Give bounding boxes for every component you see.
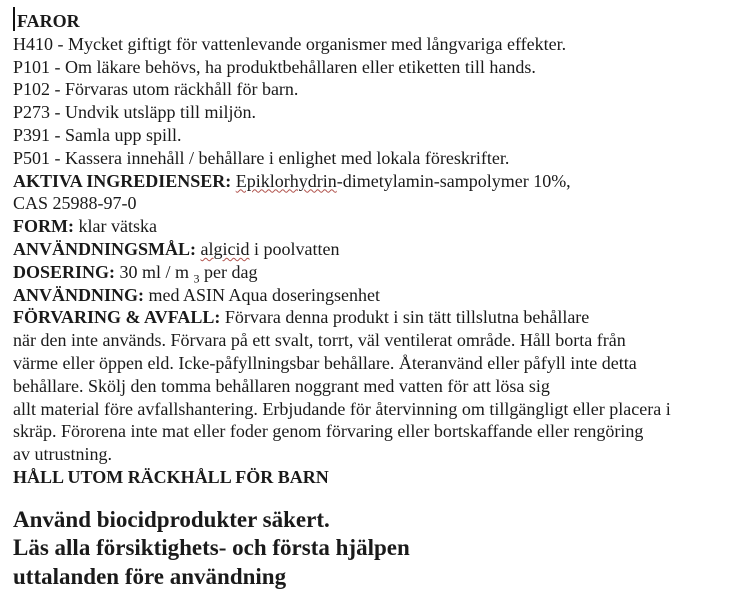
form-value: klar vätska bbox=[78, 216, 157, 237]
storage-text-line: skräp. Förorena inte mat eller foder genom förvaring eller bortskaffande eller rengöring bbox=[13, 421, 644, 442]
dosing-value-suffix: per dag bbox=[204, 261, 258, 282]
form-line bbox=[13, 215, 747, 238]
footer-line-3: uttalanden före användning bbox=[13, 563, 287, 589]
usage-value: med ASIN Aqua doseringsenhet bbox=[148, 284, 380, 305]
hazard-statement-h410: H410 - Mycket giftigt för vattenlevande organismer med långvariga effekter. bbox=[13, 33, 567, 54]
storage-text-line: när den inte används. Förvara på ett svalt, torrt, väl ventilerat område. Håll borta från bbox=[13, 330, 626, 351]
faror-heading-line bbox=[13, 7, 747, 33]
storage-text-line: behållare. Skölj den tomma behållaren noggrant med vatten för att lösa sig bbox=[13, 375, 550, 396]
hazard-statement-p391: P391 - Samla upp spill. bbox=[13, 124, 182, 145]
usage-label: ANVÄNDNING: bbox=[13, 284, 144, 305]
usage-purpose-rest: i poolvatten bbox=[253, 238, 340, 259]
dosing-value-prefix: 30 ml / m bbox=[119, 261, 190, 282]
active-ingredients-rest: -dimetylamin-sampolymer 10%, bbox=[336, 170, 571, 191]
hazard-statement-p273: P273 - Undvik utsläpp till miljön. bbox=[13, 102, 257, 123]
text-cursor bbox=[13, 7, 15, 31]
storage-label: FÖRVARING & AVFALL: bbox=[13, 307, 221, 328]
storage-first-line: Förvara denna produkt i sin tätt tillslutna behållare bbox=[224, 307, 590, 328]
usage-purpose-label: ANVÄNDNINGSMÅL: bbox=[13, 238, 196, 259]
dosing-line bbox=[13, 261, 747, 284]
misspelled-word-algicid: algicid bbox=[200, 238, 250, 259]
storage-text-line: allt material före avfallshantering. Erbjudande för återvinning om tillgängligt eller placera i bbox=[13, 398, 671, 419]
active-ingredients-label: AKTIVA INGREDIENSER: bbox=[13, 170, 232, 191]
footer-line-2: Läs alla försiktighets- och första hjälpen bbox=[13, 535, 410, 561]
storage-text-line: av utrustning. bbox=[13, 444, 112, 465]
faror-heading: FAROR bbox=[17, 11, 80, 31]
misspelled-word-epiklorhydrin: Epiklorhydrin bbox=[235, 170, 337, 191]
storage-text-line: värme eller öppen eld. Icke-påfyllningsbar behållare. Återanvänd eller påfyll inte detta bbox=[13, 352, 637, 373]
storage-heading-line bbox=[13, 306, 747, 329]
cas-number-line: CAS 25988-97-0 bbox=[13, 193, 137, 214]
hazard-statement-p501: P501 - Kassera innehåll / behållare i enlighet med lokala föreskrifter. bbox=[13, 147, 510, 168]
active-ingredients-line bbox=[13, 170, 747, 193]
dosing-subscript: 3 bbox=[193, 271, 200, 286]
hazard-statement-p102: P102 - Förvaras utom räckhåll för barn. bbox=[13, 79, 299, 100]
footer-line-1: Använd biocidprodukter säkert. bbox=[13, 506, 330, 532]
keep-away-warning: HÅLL UTOM RÄCKHÅLL FÖR BARN bbox=[13, 466, 329, 487]
biocide-safety-notice bbox=[13, 506, 747, 592]
usage-line bbox=[13, 284, 747, 307]
form-label: FORM: bbox=[13, 216, 74, 237]
dosing-label: DOSERING: bbox=[13, 261, 116, 282]
usage-purpose-line bbox=[13, 238, 747, 261]
hazard-statement-p101: P101 - Om läkare behövs, ha produktbehållaren eller etiketten till hands. bbox=[13, 56, 536, 77]
